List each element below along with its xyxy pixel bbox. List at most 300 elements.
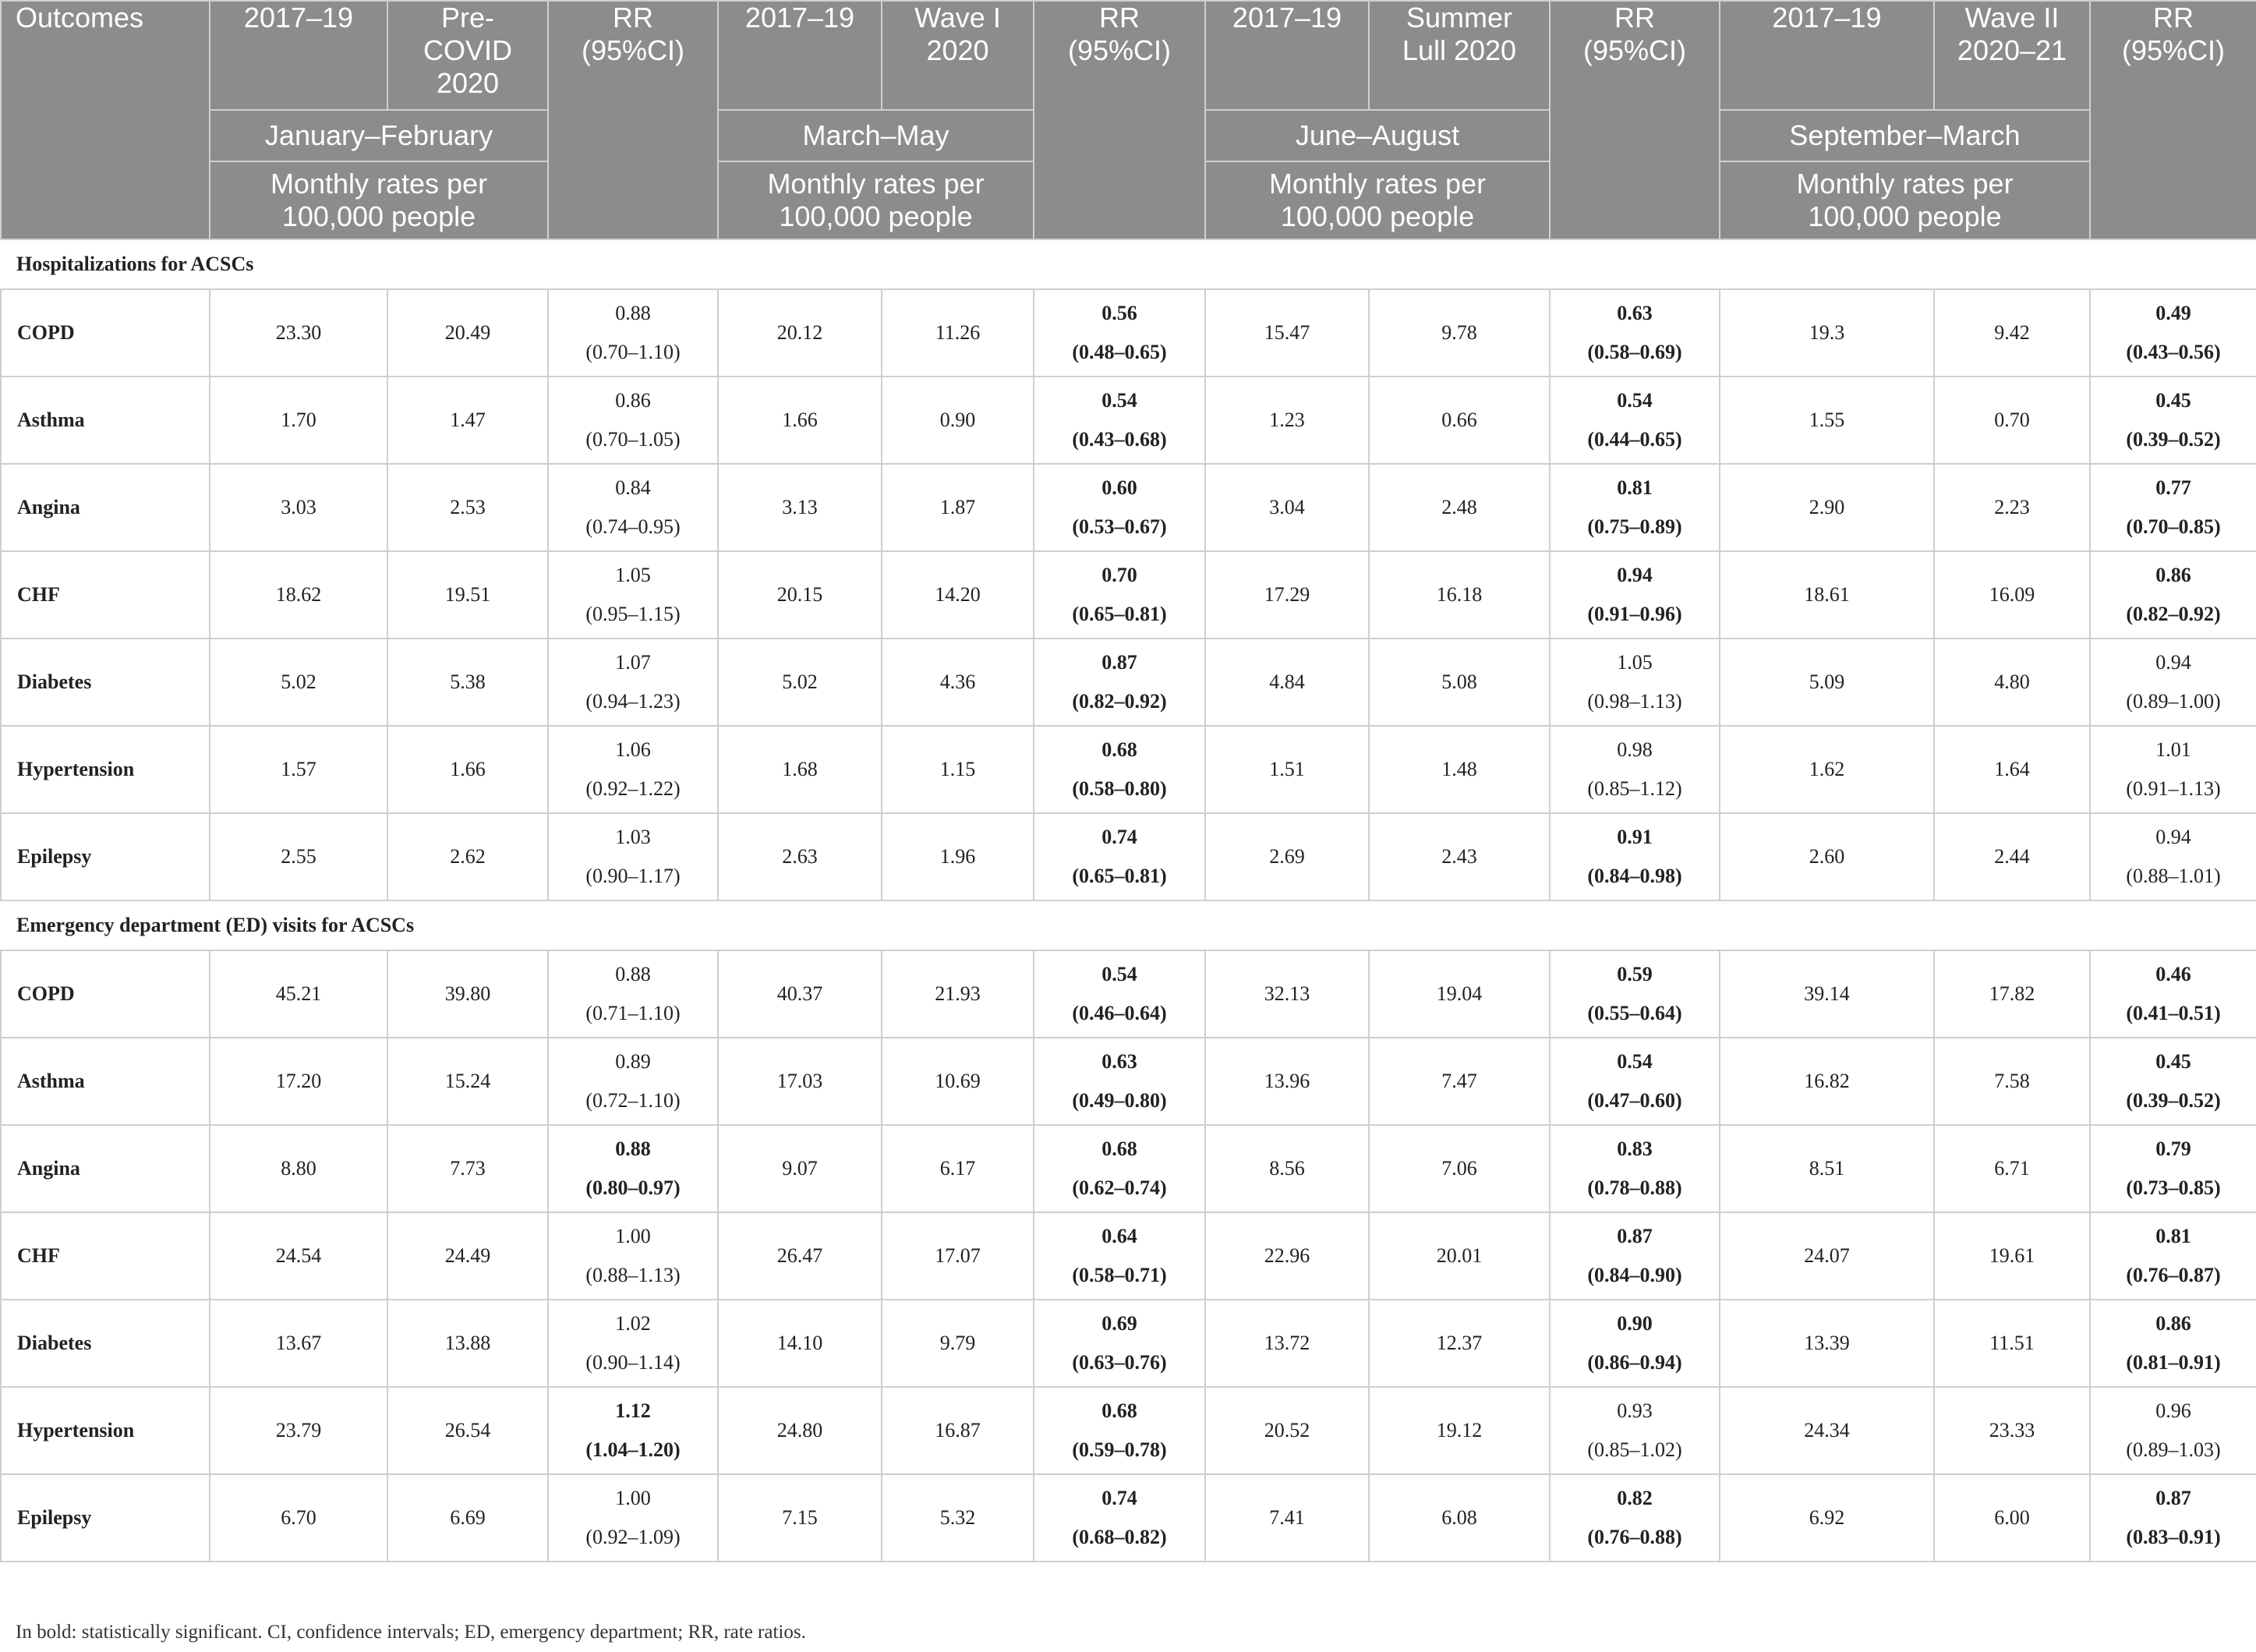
baseline-header: 2017–19 [1205, 1, 1369, 110]
header-row-periods [1, 1, 2256, 110]
baseline-rate-cell: 45.21 [210, 950, 387, 1038]
baseline-rate-cell: 5.09 [1720, 639, 1934, 726]
baseline-rate-cell: 2.69 [1205, 813, 1369, 900]
baseline-rate-cell: 2.63 [718, 813, 882, 900]
rate-ratio-value: 0.54 [1617, 389, 1653, 412]
confidence-interval: (0.85–1.12) [1587, 777, 1682, 800]
period-rate-cell: 17.82 [1934, 950, 2090, 1038]
rate-ratio-value: 0.98 [1617, 738, 1653, 761]
baseline-header: 2017–19 [1720, 1, 1934, 110]
baseline-header: 2017–19 [718, 1, 882, 110]
table-body [1, 239, 2256, 1562]
rates-unit-header: Monthly rates per 100,000 people [718, 161, 1034, 239]
baseline-rate-cell: 3.13 [718, 464, 882, 551]
rate-ratio-value: 0.91 [1617, 826, 1653, 848]
confidence-interval: (0.82–0.92) [1072, 690, 1167, 713]
rate-ratio-value: 0.46 [2155, 963, 2191, 985]
table-row [1, 464, 2256, 551]
rr-header: RR (95%CI) [1034, 1, 1205, 239]
rate-ratio-value: 0.54 [1101, 389, 1137, 412]
period-rate-cell: 4.80 [1934, 639, 2090, 726]
period-header: Pre- COVID 2020 [387, 1, 548, 110]
rate-ratio-value: 0.68 [1101, 1137, 1137, 1160]
rate-ratio-cell [548, 950, 718, 1038]
rate-ratio-value: 0.64 [1101, 1225, 1137, 1247]
baseline-rate-cell: 1.23 [1205, 377, 1369, 464]
rate-ratio-value: 0.83 [1617, 1137, 1653, 1160]
baseline-header: 2017–19 [210, 1, 387, 110]
baseline-rate-cell: 20.52 [1205, 1387, 1369, 1474]
period-rate-cell: 0.66 [1369, 377, 1550, 464]
baseline-rate-cell: 13.39 [1720, 1300, 1934, 1387]
period-rate-cell: 4.36 [882, 639, 1034, 726]
confidence-interval: (0.58–0.80) [1072, 777, 1167, 800]
rate-ratio-cell [1034, 813, 1205, 900]
rate-ratio-value: 0.88 [615, 963, 651, 985]
rate-ratio-cell [1550, 726, 1720, 813]
baseline-rate-cell: 1.70 [210, 377, 387, 464]
baseline-rate-cell: 8.51 [1720, 1125, 1934, 1212]
confidence-interval: (0.72–1.10) [585, 1089, 681, 1112]
rate-ratio-value: 0.87 [2155, 1487, 2191, 1509]
rate-ratio-cell [2090, 551, 2256, 639]
period-rate-cell: 7.73 [387, 1125, 548, 1212]
baseline-rate-cell: 23.30 [210, 289, 387, 377]
rate-ratio-value: 0.94 [2155, 651, 2191, 674]
baseline-rate-cell: 39.14 [1720, 950, 1934, 1038]
rate-ratio-value: 1.00 [615, 1225, 651, 1247]
rate-ratio-value: 0.86 [2155, 1312, 2191, 1335]
rate-ratio-value: 0.77 [2155, 476, 2191, 499]
confidence-interval: (0.94–1.23) [585, 690, 681, 713]
section-header-row [1, 900, 2256, 950]
rate-ratio-value: 0.59 [1617, 963, 1653, 985]
confidence-interval: (0.53–0.67) [1072, 515, 1167, 538]
rate-ratio-value: 0.81 [1617, 476, 1653, 499]
period-rate-cell: 13.88 [387, 1300, 548, 1387]
rate-ratio-cell [1034, 726, 1205, 813]
baseline-rate-cell: 1.66 [718, 377, 882, 464]
rate-ratio-value: 0.90 [1617, 1312, 1653, 1335]
confidence-interval: (0.73–0.85) [2126, 1176, 2221, 1199]
confidence-interval: (0.58–0.69) [1587, 341, 1682, 363]
rate-ratio-cell [1550, 1125, 1720, 1212]
baseline-rate-cell: 6.70 [210, 1474, 387, 1562]
baseline-rate-cell: 3.04 [1205, 464, 1369, 551]
period-rate-cell: 1.96 [882, 813, 1034, 900]
period-rate-cell: 6.17 [882, 1125, 1034, 1212]
baseline-rate-cell: 1.62 [1720, 726, 1934, 813]
baseline-rate-cell: 18.62 [210, 551, 387, 639]
rate-ratio-cell [2090, 1125, 2256, 1212]
baseline-rate-cell: 24.34 [1720, 1387, 1934, 1474]
baseline-rate-cell: 24.07 [1720, 1212, 1934, 1300]
rate-ratio-cell [1034, 639, 1205, 726]
rates-unit-header: Monthly rates per 100,000 people [1720, 161, 2090, 239]
confidence-interval: (0.90–1.14) [585, 1351, 681, 1374]
baseline-rate-cell: 6.92 [1720, 1474, 1934, 1562]
baseline-rate-cell: 13.72 [1205, 1300, 1369, 1387]
rate-ratio-value: 0.56 [1101, 302, 1137, 324]
baseline-rate-cell: 22.96 [1205, 1212, 1369, 1300]
rates-unit-header: Monthly rates per 100,000 people [210, 161, 548, 239]
confidence-interval: (0.65–0.81) [1072, 603, 1167, 625]
rate-ratio-cell [548, 1212, 718, 1300]
baseline-rate-cell: 15.47 [1205, 289, 1369, 377]
confidence-interval: (0.75–0.89) [1587, 515, 1682, 538]
confidence-interval: (0.63–0.76) [1072, 1351, 1167, 1374]
rate-ratio-cell [548, 726, 718, 813]
section-title: Emergency department (ED) visits for ACSCs [1, 900, 2256, 950]
period-rate-cell: 19.61 [1934, 1212, 2090, 1300]
rate-ratio-value: 0.45 [2155, 389, 2191, 412]
confidence-interval: (0.59–0.78) [1072, 1438, 1167, 1461]
rate-ratio-value: 1.00 [615, 1487, 651, 1509]
rate-ratio-cell [2090, 1300, 2256, 1387]
baseline-rate-cell: 1.57 [210, 726, 387, 813]
confidence-interval: (0.92–1.09) [585, 1526, 681, 1548]
rate-ratio-cell [1034, 1125, 1205, 1212]
rate-ratio-cell [548, 1474, 718, 1562]
period-rate-cell: 1.64 [1934, 726, 2090, 813]
period-rate-cell: 1.48 [1369, 726, 1550, 813]
rate-ratio-value: 0.68 [1101, 1399, 1137, 1422]
rate-ratio-cell [548, 1038, 718, 1125]
period-rate-cell: 15.24 [387, 1038, 548, 1125]
period-rate-cell: 9.79 [882, 1300, 1034, 1387]
months-header: January–February [210, 110, 548, 161]
confidence-interval: (0.91–1.13) [2126, 777, 2221, 800]
rate-ratio-cell [548, 551, 718, 639]
period-header: Wave I 2020 [882, 1, 1034, 110]
period-header: Summer Lull 2020 [1369, 1, 1550, 110]
baseline-rate-cell: 2.55 [210, 813, 387, 900]
baseline-rate-cell: 24.54 [210, 1212, 387, 1300]
rate-ratio-value: 0.88 [615, 302, 651, 324]
baseline-rate-cell: 13.96 [1205, 1038, 1369, 1125]
rate-ratio-cell [2090, 289, 2256, 377]
rate-ratio-cell [1034, 1038, 1205, 1125]
confidence-interval: (0.88–1.01) [2126, 865, 2221, 887]
period-rate-cell: 7.58 [1934, 1038, 2090, 1125]
period-rate-cell: 5.32 [882, 1474, 1034, 1562]
confidence-interval: (0.39–0.52) [2126, 428, 2221, 451]
confidence-interval: (0.55–0.64) [1587, 1002, 1682, 1024]
rate-ratio-cell [1550, 1038, 1720, 1125]
confidence-interval: (0.58–0.71) [1072, 1264, 1167, 1286]
baseline-rate-cell: 2.90 [1720, 464, 1934, 551]
period-rate-cell: 5.38 [387, 639, 548, 726]
rate-ratio-value: 1.06 [615, 738, 651, 761]
rate-ratio-value: 1.01 [2155, 738, 2191, 761]
confidence-interval: (0.70–1.05) [585, 428, 681, 451]
rate-ratio-cell [1550, 950, 1720, 1038]
table-row [1, 289, 2256, 377]
table-row [1, 1038, 2256, 1125]
rate-ratio-value: 0.70 [1101, 564, 1137, 586]
period-rate-cell: 1.47 [387, 377, 548, 464]
rate-ratio-cell [548, 1300, 718, 1387]
rate-ratio-value: 0.82 [1617, 1487, 1653, 1509]
baseline-rate-cell: 5.02 [718, 639, 882, 726]
period-rate-cell: 2.23 [1934, 464, 2090, 551]
confidence-interval: (0.39–0.52) [2126, 1089, 2221, 1112]
outcome-name: Asthma [1, 1038, 210, 1125]
outcome-name: COPD [1, 950, 210, 1038]
table-row [1, 551, 2256, 639]
rate-ratio-value: 0.68 [1101, 738, 1137, 761]
confidence-interval: (0.70–0.85) [2126, 515, 2221, 538]
rate-ratio-value: 0.79 [2155, 1137, 2191, 1160]
confidence-interval: (0.74–0.95) [585, 515, 681, 538]
rr-header: RR (95%CI) [548, 1, 718, 239]
table-row [1, 1212, 2256, 1300]
period-rate-cell: 9.42 [1934, 289, 2090, 377]
table-row [1, 1387, 2256, 1474]
rate-ratio-cell [2090, 464, 2256, 551]
confidence-interval: (0.88–1.13) [585, 1264, 681, 1286]
rate-ratio-value: 0.60 [1101, 476, 1137, 499]
period-rate-cell: 16.09 [1934, 551, 2090, 639]
rate-ratio-value: 0.87 [1101, 651, 1137, 674]
period-rate-cell: 6.69 [387, 1474, 548, 1562]
rate-ratio-cell [1034, 1474, 1205, 1562]
rate-ratio-cell [1550, 551, 1720, 639]
period-rate-cell: 20.49 [387, 289, 548, 377]
baseline-rate-cell: 13.67 [210, 1300, 387, 1387]
confidence-interval: (0.92–1.22) [585, 777, 681, 800]
baseline-rate-cell: 24.80 [718, 1387, 882, 1474]
baseline-rate-cell: 5.02 [210, 639, 387, 726]
rate-ratio-value: 0.88 [615, 1137, 651, 1160]
period-rate-cell: 6.00 [1934, 1474, 2090, 1562]
rate-ratio-cell [1034, 1212, 1205, 1300]
outcome-name: Epilepsy [1, 1474, 210, 1562]
table-row [1, 377, 2256, 464]
rate-ratio-value: 0.94 [2155, 826, 2191, 848]
baseline-rate-cell: 1.68 [718, 726, 882, 813]
rate-ratio-cell [1034, 1300, 1205, 1387]
baseline-rate-cell: 20.12 [718, 289, 882, 377]
baseline-rate-cell: 14.10 [718, 1300, 882, 1387]
rr-header: RR (95%CI) [1550, 1, 1720, 239]
rate-ratio-cell [1550, 1300, 1720, 1387]
period-rate-cell: 39.80 [387, 950, 548, 1038]
rate-ratio-value: 1.02 [615, 1312, 651, 1335]
confidence-interval: (0.43–0.68) [1072, 428, 1167, 451]
baseline-rate-cell: 3.03 [210, 464, 387, 551]
rate-ratio-cell [2090, 1038, 2256, 1125]
period-rate-cell: 2.53 [387, 464, 548, 551]
period-rate-cell: 0.90 [882, 377, 1034, 464]
rate-ratio-cell [1550, 464, 1720, 551]
period-rate-cell: 19.12 [1369, 1387, 1550, 1474]
period-rate-cell: 23.33 [1934, 1387, 2090, 1474]
rate-ratio-value: 0.54 [1101, 963, 1137, 985]
baseline-rate-cell: 7.15 [718, 1474, 882, 1562]
rr-header: RR (95%CI) [2090, 1, 2256, 239]
section-title: Hospitalizations for ACSCs [1, 239, 2256, 289]
outcome-name: CHF [1, 551, 210, 639]
outcome-name: Angina [1, 1125, 210, 1212]
rate-ratio-cell [1034, 464, 1205, 551]
rate-ratio-value: 0.86 [615, 389, 651, 412]
confidence-interval: (0.76–0.88) [1587, 1526, 1682, 1548]
period-rate-cell: 19.51 [387, 551, 548, 639]
rate-ratio-cell [2090, 639, 2256, 726]
baseline-rate-cell: 17.20 [210, 1038, 387, 1125]
confidence-interval: (0.70–1.10) [585, 341, 681, 363]
rate-ratio-value: 0.63 [1101, 1050, 1137, 1073]
table-row [1, 1300, 2256, 1387]
outcome-name: CHF [1, 1212, 210, 1300]
baseline-rate-cell: 18.61 [1720, 551, 1934, 639]
confidence-interval: (0.48–0.65) [1072, 341, 1167, 363]
outcome-name: Hypertension [1, 1387, 210, 1474]
rate-ratio-cell [1034, 377, 1205, 464]
confidence-interval: (0.44–0.65) [1587, 428, 1682, 451]
rate-ratio-value: 0.45 [2155, 1050, 2191, 1073]
period-rate-cell: 26.54 [387, 1387, 548, 1474]
confidence-interval: (1.04–1.20) [585, 1438, 681, 1461]
baseline-rate-cell: 9.07 [718, 1125, 882, 1212]
rate-ratio-cell [548, 813, 718, 900]
confidence-interval: (0.43–0.56) [2126, 341, 2221, 363]
rate-ratio-cell [548, 1387, 718, 1474]
period-rate-cell: 1.87 [882, 464, 1034, 551]
rate-ratio-cell [548, 289, 718, 377]
rate-ratio-cell [1550, 289, 1720, 377]
period-rate-cell: 7.06 [1369, 1125, 1550, 1212]
rate-ratio-value: 0.81 [2155, 1225, 2191, 1247]
rate-ratio-value: 0.96 [2155, 1399, 2191, 1422]
period-rate-cell: 2.43 [1369, 813, 1550, 900]
rate-ratio-cell [1550, 813, 1720, 900]
confidence-interval: (0.82–0.92) [2126, 603, 2221, 625]
confidence-interval: (0.86–0.94) [1587, 1351, 1682, 1374]
period-rate-cell: 11.26 [882, 289, 1034, 377]
table-row [1, 1474, 2256, 1562]
confidence-interval: (0.89–1.03) [2126, 1438, 2221, 1461]
baseline-rate-cell: 17.29 [1205, 551, 1369, 639]
section-header-row [1, 239, 2256, 289]
period-rate-cell: 9.78 [1369, 289, 1550, 377]
period-rate-cell: 6.71 [1934, 1125, 2090, 1212]
rate-ratio-value: 0.94 [1617, 564, 1653, 586]
rate-ratio-cell [548, 639, 718, 726]
confidence-interval: (0.84–0.90) [1587, 1264, 1682, 1286]
baseline-rate-cell: 8.56 [1205, 1125, 1369, 1212]
confidence-interval: (0.68–0.82) [1072, 1526, 1167, 1548]
outcome-name: Hypertension [1, 726, 210, 813]
rate-ratio-cell [1550, 639, 1720, 726]
months-header: June–August [1205, 110, 1550, 161]
period-rate-cell: 5.08 [1369, 639, 1550, 726]
baseline-rate-cell: 17.03 [718, 1038, 882, 1125]
confidence-interval: (0.95–1.15) [585, 603, 681, 625]
rate-ratio-cell [1550, 1387, 1720, 1474]
confidence-interval: (0.89–1.00) [2126, 690, 2221, 713]
rate-ratio-cell [2090, 813, 2256, 900]
period-rate-cell: 17.07 [882, 1212, 1034, 1300]
rate-ratio-value: 1.07 [615, 651, 651, 674]
rate-ratio-value: 0.86 [2155, 564, 2191, 586]
period-rate-cell: 16.18 [1369, 551, 1550, 639]
baseline-rate-cell: 16.82 [1720, 1038, 1934, 1125]
baseline-rate-cell: 20.15 [718, 551, 882, 639]
period-rate-cell: 14.20 [882, 551, 1034, 639]
confidence-interval: (0.90–1.17) [585, 865, 681, 887]
confidence-interval: (0.91–0.96) [1587, 603, 1682, 625]
rate-ratio-value: 0.87 [1617, 1225, 1653, 1247]
baseline-rate-cell: 1.55 [1720, 377, 1934, 464]
baseline-rate-cell: 26.47 [718, 1212, 882, 1300]
confidence-interval: (0.65–0.81) [1072, 865, 1167, 887]
rate-ratio-cell [2090, 726, 2256, 813]
table-row [1, 639, 2256, 726]
confidence-interval: (0.83–0.91) [2126, 1526, 2221, 1548]
baseline-rate-cell: 4.84 [1205, 639, 1369, 726]
rates-unit-header: Monthly rates per 100,000 people [1205, 161, 1550, 239]
period-rate-cell: 1.15 [882, 726, 1034, 813]
rate-ratio-value: 0.74 [1101, 826, 1137, 848]
baseline-rate-cell: 8.80 [210, 1125, 387, 1212]
baseline-rate-cell: 40.37 [718, 950, 882, 1038]
rate-ratio-cell [2090, 1474, 2256, 1562]
period-rate-cell: 12.37 [1369, 1300, 1550, 1387]
period-rate-cell: 11.51 [1934, 1300, 2090, 1387]
rate-ratio-value: 1.03 [615, 826, 651, 848]
confidence-interval: (0.47–0.60) [1587, 1089, 1682, 1112]
period-rate-cell: 10.69 [882, 1038, 1034, 1125]
rate-ratio-cell [1550, 377, 1720, 464]
confidence-interval: (0.78–0.88) [1587, 1176, 1682, 1199]
outcome-name: COPD [1, 289, 210, 377]
confidence-interval: (0.41–0.51) [2126, 1002, 2221, 1024]
months-header: September–March [1720, 110, 2090, 161]
period-rate-cell: 19.04 [1369, 950, 1550, 1038]
months-header: March–May [718, 110, 1034, 161]
rate-ratio-value: 0.89 [615, 1050, 651, 1073]
confidence-interval: (0.81–0.91) [2126, 1351, 2221, 1374]
rate-ratio-cell [548, 464, 718, 551]
rate-ratio-cell [1034, 289, 1205, 377]
period-rate-cell: 0.70 [1934, 377, 2090, 464]
period-rate-cell: 20.01 [1369, 1212, 1550, 1300]
period-rate-cell: 1.66 [387, 726, 548, 813]
rate-ratio-cell [548, 1125, 718, 1212]
period-rate-cell: 6.08 [1369, 1474, 1550, 1562]
outcome-name: Diabetes [1, 639, 210, 726]
rate-ratio-cell [1550, 1474, 1720, 1562]
rate-ratio-value: 0.93 [1617, 1399, 1653, 1422]
confidence-interval: (0.49–0.80) [1072, 1089, 1167, 1112]
table-footnote: In bold: statistically significant. CI, confidence intervals; ED, emergency department; RR, rate ratios. [16, 1622, 806, 1643]
rate-ratio-value: 1.05 [1617, 651, 1653, 674]
baseline-rate-cell: 1.51 [1205, 726, 1369, 813]
rate-ratio-value: 0.84 [615, 476, 651, 499]
rate-ratio-cell [548, 377, 718, 464]
outcomes-header: Outcomes [1, 1, 210, 239]
outcome-name: Asthma [1, 377, 210, 464]
table-row [1, 726, 2256, 813]
rate-ratio-cell [2090, 377, 2256, 464]
rate-ratio-value: 0.54 [1617, 1050, 1653, 1073]
rate-ratio-cell [1550, 1212, 1720, 1300]
confidence-interval: (0.71–1.10) [585, 1002, 681, 1024]
baseline-rate-cell: 23.79 [210, 1387, 387, 1474]
baseline-rate-cell: 32.13 [1205, 950, 1369, 1038]
